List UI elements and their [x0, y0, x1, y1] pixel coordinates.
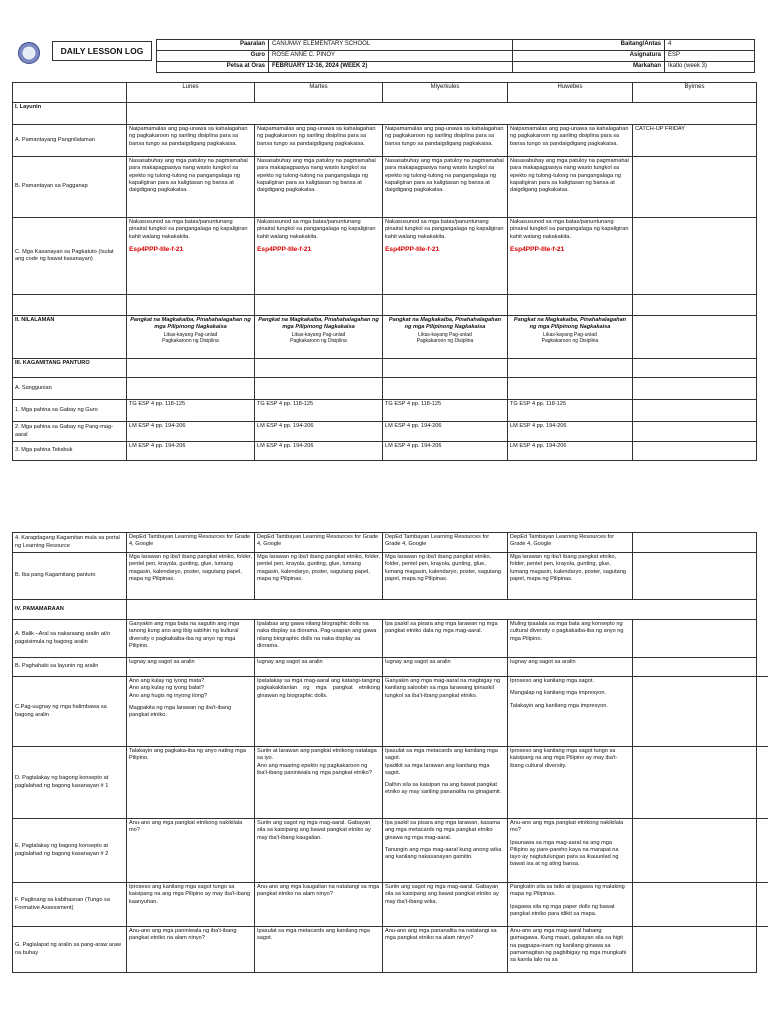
day-header-mon: Lunes [127, 83, 255, 103]
cell-balik-aral-thu: Muling ipaalala sa mga bata ang konsepto ng cultural diversity o pagkakaiba-iba ng anyo ng mga Pilipino. [508, 620, 633, 658]
cell-paglalapat-fri [633, 927, 757, 973]
cell-tg-mon: TG ESP 4 pp. 118-125 [127, 400, 255, 422]
teacher-label: Guro [157, 50, 269, 61]
spill-cell [757, 533, 768, 553]
cell-paglinang-fri [633, 883, 757, 927]
cell-mat-wed: Mga larawan ng iba't ibang pangkat etniko, folder, pentel pen, krayola, gunting, glue, lumang magasin, kalendaryo, poster, sagutang papel, mapa ng Pilipinas. [383, 553, 508, 600]
spill-cell [757, 658, 768, 677]
row-label-gabay-guro: 1. Mga pahina sa Gabay ng Guro [13, 400, 127, 422]
cell-paghahabi-wed: Iugnay ang sagot sa aralin [383, 658, 508, 677]
row-label-balik-aral: A. Balik –Aral sa nakaraang aralin at/o pagsisimula ng bagong aralin [13, 620, 127, 658]
kasanayan-text: Nakasusunod sa mga batas/panuntunang pinairal tungkol sa pangangalaga ng kapaligiran kahit walang nakakakita. [257, 219, 376, 240]
blank-cell [633, 295, 757, 316]
cell-pagtalakay1-mon: Talakayin ang pagkaka-iba ng anyo nating mga Pilipino. [127, 747, 255, 819]
cell-b-wed: Nasasabuhay ang mga patuloy na pagmamahal para makapagpasiya nang wasto tungkol sa epekto ng tulong-tulong na pangangalaga ng kapaligiran para sa kaligtasan ng bansa at daigdigang pagkakaisa. [383, 157, 508, 218]
cell-nilalaman-fri [633, 316, 757, 359]
wed-line-1: Ipasulat sa mga metacards ang kanilang mga sagot. Ipadikit sa mga larawan ang kanilang mga sagot. [385, 748, 498, 776]
teacher-value: ROSE ANNE C. PINOY [269, 50, 513, 61]
cell-pagtalakay2-mon: Anu-ano ang mga pangkat etnikong nakikilala mo? [127, 819, 255, 883]
blank-cell [255, 295, 383, 316]
cell-tb-thu: LM ESP 4 pp. 194-206 [508, 442, 633, 461]
nilalaman-title: Pangkat na Magkakaiba, Pinahahalagahan ng mga Pilipinong Nagkakaisa [388, 317, 502, 331]
blank-cell [127, 295, 255, 316]
nilalaman-sub2: Pagkakaroon ng Disiplina [416, 338, 474, 345]
cell-lm-mon: LM ESP 4 pp. 194-206 [127, 422, 255, 442]
school-value: CANUMAY ELEMENTARY SCHOOL [269, 40, 513, 51]
spill-cell [757, 819, 768, 883]
cell-tb-fri [633, 442, 757, 461]
cell-a-tue: Naipamamalas ang pag-unawa sa kahalagahan ng pagkakaroon ng sariling disiplina para sa bansa tungo sa pandaigdigang pagkakaisa. [255, 125, 383, 157]
cell-lm-thu: LM ESP 4 pp. 194-206 [508, 422, 633, 442]
quarter-value: Ikatlo (week 3) [665, 61, 755, 72]
cell-b-thu: Nasasabuhay ang mga patuloy na pagmamahal para makapagpasiya nang wasto tungkol sa epekto ng tulong-tulong na pangangalaga ng kapaligiran para sa kaligtasan ng bansa at daigdigang pagkakaisa. [508, 157, 633, 218]
school-label: Paaralan [157, 40, 269, 51]
row-label-teksbuk: 3. Mga pahina Teksbuk [13, 442, 127, 461]
wed-line-1: Ipa paskil sa pisara ang mga larawan, kasama ang mga metacards ng mga pangkat etniko ginawa ng mga mag-aaral. [385, 820, 501, 841]
blank-cell [633, 359, 757, 378]
row-label-paglalapat: G. Paglalapat ng aralin sa pang-araw araw na buhay [13, 927, 127, 973]
cell-lr-wed: DepEd Tambayan Learning Resources for Grade 4, Google [383, 533, 508, 553]
cell-balik-aral-wed: Ipa paskil sa pisara ang mga larawan ng mga pangkat etniko dala ng mga mag-aaral. [383, 620, 508, 658]
cell-tb-wed: LM ESP 4 pp. 194-206 [383, 442, 508, 461]
document-title: DAILY LESSON LOG [52, 41, 152, 61]
cell-paglinang-mon: Iproseso ang kanilang mga sagot tungo sa kaisipang na ang mga Pilipino ay may iba't-ibang kaanyuhan. [127, 883, 255, 927]
cell-paghahabi-fri [633, 658, 757, 677]
subject-label: Asignatura [513, 50, 665, 61]
spill-cell [757, 600, 768, 620]
row-label-paglinang: F. Paglinang sa kabihasnan (Tungo sa Formative Assessment) [13, 883, 127, 927]
kasanayan-text: Nakasusunod sa mga batas/panuntunang pinairal tungkol sa pangangalaga ng kapaligiran kahit walang nakakakita. [510, 219, 629, 240]
cell-lm-tue: LM ESP 4 pp. 194-206 [255, 422, 383, 442]
blank-cell [633, 378, 757, 400]
cell-tb-tue: LM ESP 4 pp. 194-206 [255, 442, 383, 461]
competency-code: Esp4PPP-IIIe-f-21 [385, 245, 440, 253]
day-header-tue: Martes [255, 83, 383, 103]
cell-tb-mon: LM ESP 4 pp. 194-206 [127, 442, 255, 461]
cell-pag-uugnay-thu [508, 677, 633, 747]
cell-a-fri: CATCH-UP FRIDAY [633, 125, 757, 157]
subject-value: ESP [665, 50, 755, 61]
spill-cell [757, 620, 768, 658]
grade-label: Baitang/Antas [513, 40, 665, 51]
thu-line-1: Iproseso ang kanilang mga sagot. [510, 678, 594, 684]
cell-nilalaman-mon [127, 316, 255, 359]
row-label-karagdagang-kagamitan: 4. Karagdagang Kagamitan mula sa portal ng Learning Resource [13, 533, 127, 553]
cell-nilalaman-thu [508, 316, 633, 359]
row-label-gabay-mag-aaral: 2. Mga pahina sa Gabay ng Pang-mag-aaral [13, 422, 127, 442]
cell-lr-fri [633, 533, 757, 553]
cell-tg-fri [633, 400, 757, 422]
cell-c-fri [633, 218, 757, 295]
cell-pagtalakay2-tue: Suriin ang sagot ng mga mag-aaral. Gabayan sila sa kaisipang ang bawat pangkat etniko ay may iba't-ibang kaugalian. [255, 819, 383, 883]
competency-code: Esp4PPP-IIIe-f-21 [129, 245, 184, 253]
cell-paghahabi-tue: Iugnay ang sagot sa aralin [255, 658, 383, 677]
cell-c-thu [508, 218, 633, 295]
cell-c-wed [383, 218, 508, 295]
row-label-pamantayang-pangnilalaman: A. Pamantayang Pangnilalaman [13, 125, 127, 157]
blank-cell [508, 295, 633, 316]
row-label-iba-pang-kagamitan: B. Iba pang Kagamitang panturo [13, 553, 127, 600]
cell-balik-aral-fri [633, 620, 757, 658]
lesson-log-table-page-1 [12, 82, 757, 461]
cell-mat-tue: Mga larawan ng iba't ibang pangkat etniko, folder, pentel pen, krayola, gunting, glue, lumang magasin, kalendaryo, poster, sagutang papel, mapa ng Pilipinas. [255, 553, 383, 600]
blank-cell [508, 378, 633, 400]
nilalaman-sub2: Pagkakaroon ng Disiplina [162, 338, 219, 345]
section-pamamaraan-fill [127, 600, 757, 620]
cell-paglalapat-thu: Anu-ano ang mga mag-aaral habang gumagawa. Kung maari, gabayan sila sa higit na pagpapa-inam ng kanilang ginawa sa pamamagitan ng pagbibigay ng mga mungkahi sa kanila lalo na sa [508, 927, 633, 973]
cell-pagtalakay1-tue: Suriin at larawan ang pangkat etnikong natalaga sa iyo. Ano ang maaring epekto ng pagkakaroon ng iba't-ibang paniniwala ng mga pangkat etniko? [255, 747, 383, 819]
cell-pag-uugnay-wed: Ganyakin ang mga mag-aaral na magbigay ng kanilang saloobin sa mga larawang ipinaskil tungkol sa iba't-ibang pangkat etniko. [383, 677, 508, 747]
cell-lm-wed: LM ESP 4 pp. 194-206 [383, 422, 508, 442]
cell-balik-aral-mon: Ganyakin ang mga bata na sagutin ang mga tanong kung ano ang ibig sabihin ng kultural diversity o pagkakaiba-iba ng anyo ng mga Pilipino. [127, 620, 255, 658]
cell-paglalapat-mon: Anu-ano ang mga paniniwala ng iba't-ibang pangkat etniko na alam ninyo? [127, 927, 255, 973]
nilalaman-sub2: Pagkakaroon ng Disiplina [290, 338, 347, 345]
date-value: FEBRUARY 12-16, 2024 (WEEK 2) [269, 61, 513, 72]
row-label-sanggunian: A. Sanggunian [13, 378, 127, 400]
nilalaman-title: Pangkat na Magkakaiba, Pinahahalagahan ng mga Pilipinong Nagkakaisa [130, 317, 251, 331]
cell-pagtalakay1-thu: Iproseso ang kanilang mga sagot tungo sa kaisipang na ang mga Pilipino ay may iba't-ibang cultural diversity. [508, 747, 633, 819]
cell-c-mon [127, 218, 255, 295]
section-nilalaman: II. NILALAMAN [13, 316, 127, 359]
kasanayan-text: Nakasusunod sa mga batas/panuntunang pinairal tungkol sa pangangalaga ng kapaligiran kahit walang nakakakita. [129, 219, 248, 240]
cell-tg-wed: TG ESP 4 pp. 118-125 [383, 400, 508, 422]
cell-pagtalakay1-wed [383, 747, 508, 819]
cell-b-tue: Nasasabuhay ang mga patuloy na pagmamahal para makapagpasiya nang wasto tungkol sa epekto ng tulong-tulong na pangangalaga ng kapaligiran para sa kaligtasan ng bansa at daigdigang pagkakaisa. [255, 157, 383, 218]
cell-balik-aral-tue: Ipalabas ang gawa nilang biographic dolls na naka display sa diorama. Pag-usapan ang gawa nilang biographic dolls na naka display sa diorama. [255, 620, 383, 658]
day-header-thu: Huwebes [508, 83, 633, 103]
grade-value: 4 [665, 40, 755, 51]
cell-pag-uugnay-tue: Ipatalakay sa mga mag-aaral ang katangi-tanging pagkakakilanlan ng mga pangkat etnikong ginawan ng biographic dolls. [255, 677, 383, 747]
cell-tg-thu: TG ESP 4 pp. 118-125 [508, 400, 633, 422]
section-layunin: I. Layunin [13, 103, 127, 125]
spill-cell [757, 747, 768, 819]
nilalaman-title: Pangkat na Magkakaiba, Pinahahalagahan ng mga Pilipinong Nagkakaisa [258, 317, 379, 331]
cell-b-mon: Nasasabuhay ang mga patuloy na pagmamahal para makapagpasiya nang wasto tungkol sa epekto ng tulong-tulong na pangangalaga ng kapaligiran para sa kaligtasan ng bansa at daigdigang pagkakaisa. [127, 157, 255, 218]
cell-a-thu: Naipamamalas ang pag-unawa sa kahalagahan ng pagkakaroon ng sariling disiplina para sa bansa tungo sa pandaigdigang pagkakaisa. [508, 125, 633, 157]
cell-nilalaman-wed [383, 316, 508, 359]
cell-lr-thu: DepEd Tambayan Learning Resources for Grade 4, Google [508, 533, 633, 553]
section-kagamitang-panturo: III. KAGAMITANG PANTURO [13, 359, 127, 378]
cell-paglinang-tue: Anu-ano ang mga kaugalian na natatangi sa mga pangkat etniko na alam ninyo? [255, 883, 383, 927]
wed-line-2: Tanungin ang mga mag-aaral kung anong wika ang kanilang nakasanayan gamitin. [385, 846, 502, 861]
blank-row-label [13, 295, 127, 316]
questions-text: Ano ang kulay ng iyong mata? Ano ang kulay ng iyong balat? Ano ang hugis ng inyong ilong? [129, 678, 208, 699]
pictures-text: Magpakita ng mga larawan ng iba't-ibang pangkat etniko. [129, 704, 232, 719]
section-layunin-fill [127, 103, 757, 125]
thu-line-1: Pangkatin sila sa tatlo at ipagawa ng malaking mapa ng Pilipinas. [510, 884, 625, 898]
cell-mat-thu: Mga larawan ng iba't ibang pangkat etniko, folder, pentel pen, krayola, gunting, glue, lumang magasin, kalendaryo, poster, sagutang papel, mapa ng Pilipinas. [508, 553, 633, 600]
blank-cell [508, 359, 633, 378]
row-label-pag-uugnay: C.Pag-uugnay ng mga halimbawa sa bagong aralin [13, 677, 127, 747]
cell-tg-tue: TG ESP 4 pp. 118-125 [255, 400, 383, 422]
nilalaman-sub1: Likas-kayang Pag-unlad [418, 331, 472, 338]
cell-paghahabi-mon: Iugnay ang sagot sa aralin [127, 658, 255, 677]
thu-line-1: Anu-ano ang mga pangkat etnikong nakikilala mo? [510, 820, 624, 834]
section-pamamaraan: IV. PAMAMARAAN [13, 600, 127, 620]
quarter-label: Markahan [513, 61, 665, 72]
deped-seal-logo [18, 42, 40, 64]
cell-paglinang-thu [508, 883, 633, 927]
blank-cell [383, 295, 508, 316]
blank-cell [127, 359, 255, 378]
cell-paghahabi-thu: Iugnay ang sagot sa aralin [508, 658, 633, 677]
row-label-pagtalakay-1: D. Pagtalakay ng bagong konsepto at paglalahad ng bagong kasanayan # 1 [13, 747, 127, 819]
nilalaman-title: Pangkat na Magkakaiba, Pinahahalagahan ng mga Pilipinong Nagkakaisa [513, 317, 627, 331]
date-label: Petsa at Oras [157, 61, 269, 72]
cell-nilalaman-tue [255, 316, 383, 359]
blank-cell [383, 378, 508, 400]
competency-code: Esp4PPP-IIIe-f-21 [257, 245, 312, 253]
cell-pag-uugnay-mon [127, 677, 255, 747]
cell-paglalapat-wed: Anu-ano ang mga pananalita na natatangi sa mga pangkat etniko na alam ninyo? [383, 927, 508, 973]
cell-pag-uugnay-fri [633, 677, 757, 747]
cell-paglinang-wed: Suriin ang sagot ng mga mag-aaral. Gabayan sila sa kaisipang ang bawat pangkat etniko ay may iba't-ibang wika. [383, 883, 508, 927]
spill-cell [757, 927, 768, 973]
nilalaman-sub1: Likas-kayang Pag-unlad [291, 331, 346, 338]
nilalaman-sub1: Likas-kayang Pag-unlad [163, 331, 218, 338]
thu-line-2: Mangalap ng kanilang mga impresyon. [510, 690, 607, 697]
row-label-pamantayan-sa-pagganap: B. Pamantayan sa Pagganap [13, 157, 127, 218]
blank-cell [127, 378, 255, 400]
cell-lr-mon: DepEd Tambayan Learning Resources for Grade 4, Google [127, 533, 255, 553]
cell-lm-fri [633, 422, 757, 442]
row-label-pagtalakay-2: E. Pagtalakay ng bagong konsepto at paglalahad ng bagong kasanayan # 2 [13, 819, 127, 883]
cell-b-fri [633, 157, 757, 218]
thu-line-3: Talakayin ang kanilang mga impresyon. [510, 702, 608, 709]
cell-mat-fri [633, 553, 757, 600]
cell-pagtalakay2-wed [383, 819, 508, 883]
cell-pagtalakay1-fri [633, 747, 757, 819]
spill-cell [757, 883, 768, 927]
wed-line-2: Dalhin sila sa kaisipan na ang bawat pangkat etniko ay may sariling pananalita na ginagamit. [385, 782, 502, 796]
day-header-wed: Miyerkules [383, 83, 508, 103]
cell-mat-mon: Mga larawan ng iba't ibang pangkat etniko, folder, pentel pen, krayola, gunting, glue, lumang magasin, kalendaryo, poster, sagutang papel, mapa ng Pilipinas. [127, 553, 255, 600]
corner-cell [13, 83, 127, 103]
spill-cell [757, 553, 768, 600]
row-label-paghahabi: B. Paghahabi sa layunin ng aralin [13, 658, 127, 677]
header-info-table [156, 39, 755, 73]
nilalaman-sub2: Pagkakaroon ng Disiplina [541, 338, 599, 345]
blank-cell [255, 378, 383, 400]
nilalaman-sub1: Likas-kayang Pag-unlad [543, 331, 597, 338]
cell-pagtalakay2-fri [633, 819, 757, 883]
cell-lr-tue: DepEd Tambayan Learning Resources for Grade 4, Google [255, 533, 383, 553]
thu-line-2: Ipaunawa sa mga mag-aaral na ang mga Pilipino ay pare-pareho kaya na marapat na tayo ay nagtutulungan para sa ikauunlad ng bawat isa at ng ating bansa. [510, 839, 619, 868]
thu-line-2: Ipagawa sila ng mga paper dolls ng bawat pangkat etniko para idikit sa mapa. [510, 903, 615, 917]
spill-cell [757, 677, 768, 747]
lesson-log-table-page-2 [12, 532, 768, 973]
kasanayan-text: Nakasusunod sa mga batas/panuntunang pinairal tungkol sa pangangalaga ng kapaligiran kahit walang nakakakita. [385, 219, 504, 240]
cell-a-wed: Naipamamalas ang pag-unawa sa kahalagahan ng pagkakaroon ng sariling disiplina para sa bansa tungo sa pandaigdigang pagkakaisa. [383, 125, 508, 157]
competency-code: Esp4PPP-IIIe-f-21 [510, 245, 565, 253]
blank-cell [255, 359, 383, 378]
day-header-fri: Byirnes [633, 83, 757, 103]
row-label-mga-kasanayan: C. Mga Kasanayan sa Pagkatuto (Isulat ang code ng bawat kasanayan) [13, 218, 127, 295]
cell-a-mon: Naipamamalas ang pag-unawa sa kahalagahan ng pagkakaroon ng sariling disiplina para sa bansa tungo sa pandaigdigang pagkakaisa. [127, 125, 255, 157]
blank-cell [383, 359, 508, 378]
cell-c-tue [255, 218, 383, 295]
cell-pagtalakay2-thu [508, 819, 633, 883]
cell-paglalapat-tue: Ipasulat sa mga metacards ang kanilang mga sagot. [255, 927, 383, 973]
